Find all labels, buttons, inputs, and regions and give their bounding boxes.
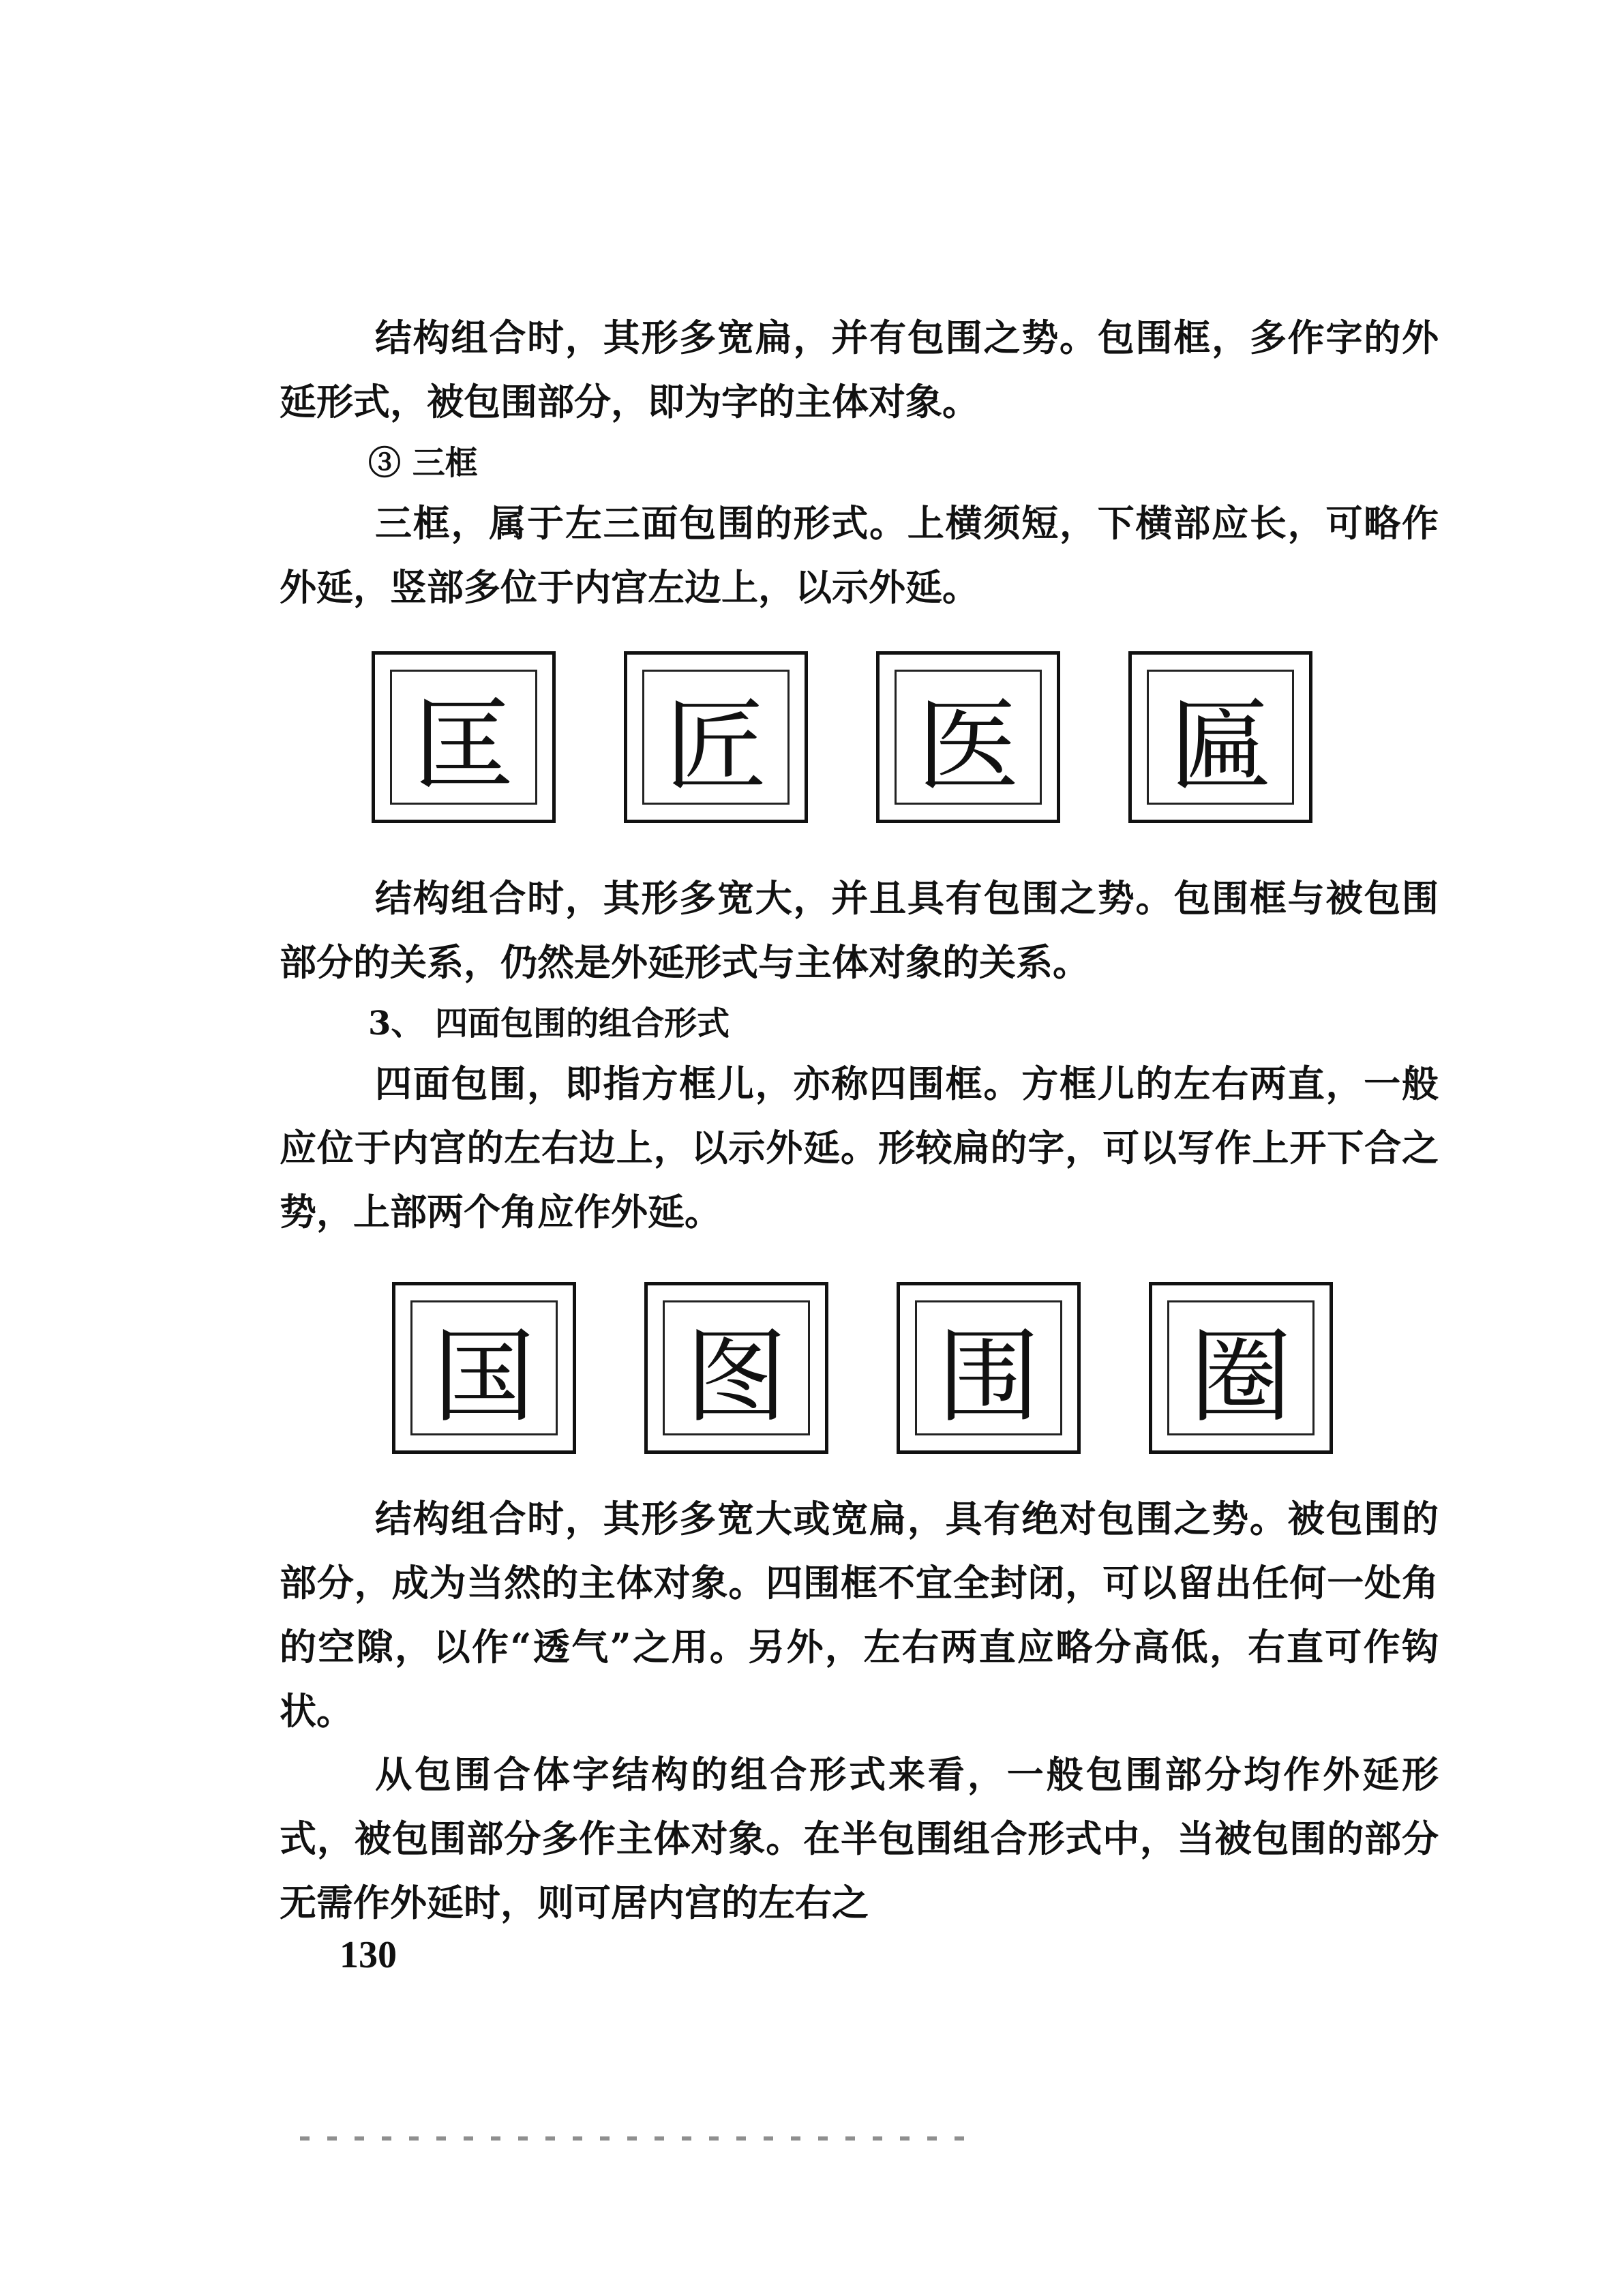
heading-four-side: 3、 四面包围的组合形式 — [368, 1004, 730, 1043]
paragraph-6: 从包围合体字结构的组合形式来看，一般包围部分均作外延形式，被包围部分多作主体对象。在半包围组合形式中，当被包围的部分无需作外延时，则可居内宫的左右之 — [280, 1753, 1439, 1924]
example-glyph: 圈 — [1189, 1318, 1292, 1437]
example-box — [624, 651, 808, 823]
example-glyph: 匠 — [664, 687, 767, 806]
paragraph-2: 三框，属于左三面包围的形式。上横须短，下横部应长，可略作外延，竖部多位于内宫左边上，以示外延。 — [280, 501, 1439, 609]
page-number: 130 — [340, 1934, 397, 1976]
paragraph-5: 结构组合时，其形多宽大或宽扁，具有绝对包围之势。被包围的部分，成为当然的主体对象。四围框不宜全封闭，可以留出任何一处角的空隙，以作“透气”之用。另外，左右两直应略分高低，右直可作钩状。 — [280, 1497, 1439, 1733]
example-box — [876, 651, 1060, 823]
paragraph-1: 结构组合时，其形多宽扁，并有包围之势。包围框，多作字的外延形式，被包围部分，即为字的主体对象。 — [280, 316, 1439, 423]
example-box — [1128, 651, 1312, 823]
example-box — [897, 1282, 1081, 1454]
example-row-three-frame — [0, 651, 1622, 829]
scan-artifact-line — [300, 2136, 982, 2141]
paragraph-3: 结构组合时，其形多宽大，并且具有包围之势。包围框与被包围部分的关系，仍然是外延形式与主体对象的关系。 — [280, 876, 1439, 984]
example-glyph: 匾 — [1169, 687, 1272, 806]
example-glyph: 匡 — [412, 687, 515, 806]
example-box — [1149, 1282, 1333, 1454]
example-glyph: 围 — [937, 1318, 1040, 1437]
example-row-four-side — [0, 1282, 1622, 1459]
example-box — [644, 1282, 828, 1454]
example-glyph: 国 — [432, 1318, 535, 1437]
example-box — [392, 1282, 576, 1454]
example-glyph: 图 — [685, 1318, 787, 1437]
example-glyph: 医 — [916, 687, 1019, 806]
paragraph-4: 四面包围，即指方框儿，亦称四围框。方框儿的左右两直，一般应位于内宫的左右边上，以示外延。形较扁的字，可以写作上开下合之势，上部两个角应作外延。 — [280, 1062, 1439, 1234]
example-box — [372, 651, 556, 823]
heading-three-frame: ③ 三框 — [368, 444, 478, 482]
